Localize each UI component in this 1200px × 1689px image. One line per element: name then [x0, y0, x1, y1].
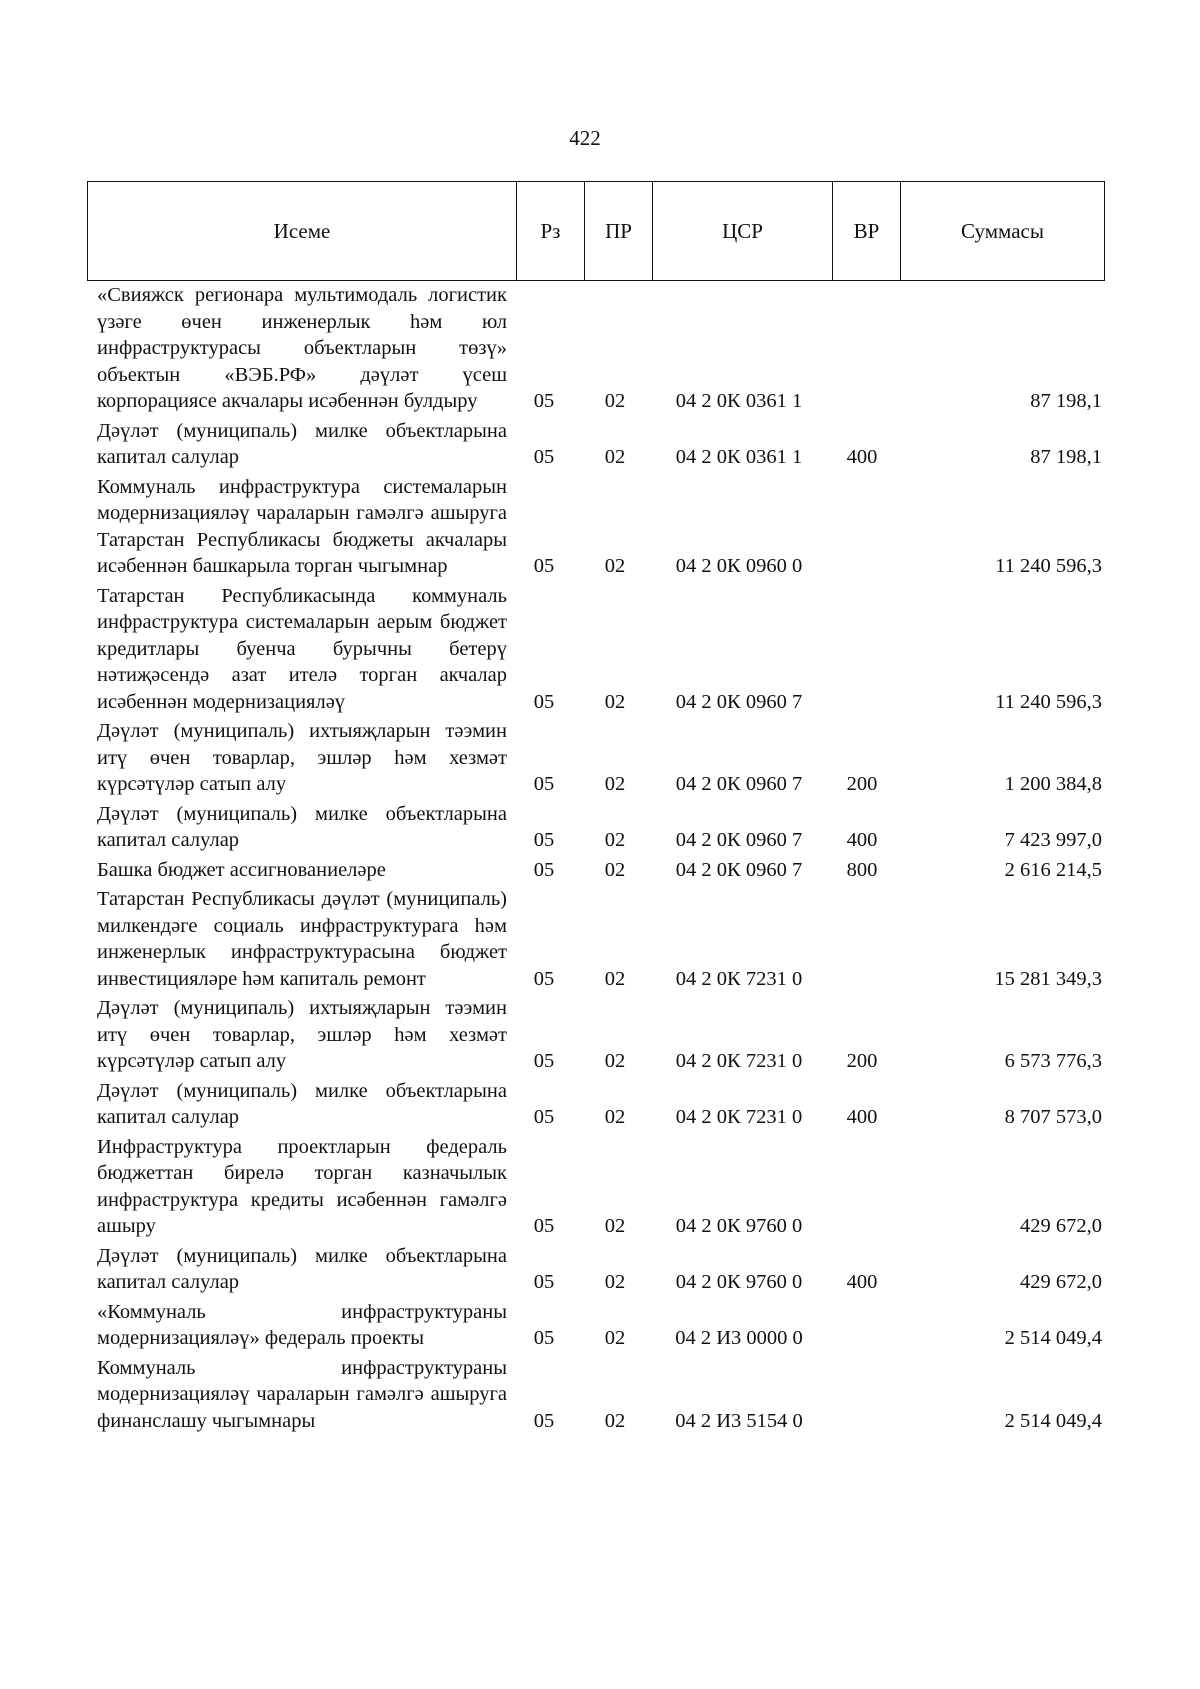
row-pr: 02 — [604, 1106, 626, 1128]
row-name: Татарстан Республикасы дәүләт (муниципаль) милкендәге социаль инфраструктурага һәм инженерлык инфраструктурасына бюджет инвестицияләре һәм капиталь ремонт — [97, 888, 507, 990]
row-rz: 05 — [533, 1409, 555, 1432]
row-rz: 05 — [533, 1215, 555, 1237]
row-vr: 200 — [846, 1050, 878, 1072]
row-rz: 05 — [533, 967, 555, 990]
table-row — [87, 1133, 1105, 1242]
table-row — [87, 1298, 1105, 1354]
row-name: Дәүләт (муниципаль) милке объектларына капитал салулар — [97, 1244, 507, 1293]
row-vr: 800 — [846, 858, 878, 881]
table-row — [87, 994, 1105, 1077]
row-pr: 02 — [604, 773, 626, 795]
row-vr: 400 — [846, 1271, 878, 1293]
header-csr: ЦСР — [653, 182, 833, 280]
header-sum: Суммасы — [961, 218, 1044, 243]
row-csr: 04 2 И3 0000 0 — [675, 1327, 803, 1349]
row-pr: 02 — [604, 1215, 626, 1237]
header-pr: ПР — [585, 182, 653, 280]
table-header — [87, 181, 1105, 281]
row-rz: 05 — [533, 1050, 555, 1072]
row-sum: 15 281 349,3 — [994, 967, 1102, 990]
row-name: Дәүләт (муниципаль) милке объектларына капитал салулар — [97, 419, 507, 468]
row-name: Инфраструктура проектларын федераль бюджеттан бирелә торган казначылык инфраструктура кредиты исәбеннән гамәлгә ашыру — [97, 1135, 507, 1237]
row-rz: 05 — [533, 1327, 555, 1349]
row-sum: 2 514 049,4 — [1004, 1327, 1102, 1349]
row-pr: 02 — [604, 1271, 626, 1293]
row-rz: 05 — [533, 858, 555, 881]
row-csr: 04 2 0К 7231 0 — [675, 1106, 803, 1128]
row-pr: 02 — [604, 446, 626, 468]
row-name: «Коммуналь инфраструктураны модернизацияләү» федераль проекты — [97, 1300, 507, 1349]
row-pr: 02 — [604, 690, 626, 713]
row-rz: 05 — [533, 1106, 555, 1128]
row-csr: 04 2 0К 0361 1 — [675, 446, 803, 468]
row-vr: 400 — [846, 1106, 878, 1128]
table-row — [87, 800, 1105, 856]
row-csr: 04 2 0К 7231 0 — [675, 967, 803, 990]
row-pr: 02 — [604, 555, 626, 577]
row-csr: 04 2 0К 0960 7 — [675, 858, 803, 881]
row-rz: 05 — [533, 390, 555, 412]
row-rz: 05 — [533, 446, 555, 468]
header-name: Исеме — [88, 182, 517, 280]
row-csr: 04 2 0К 0960 7 — [675, 690, 803, 713]
row-pr: 02 — [604, 390, 626, 412]
row-sum: 87 198,1 — [1030, 390, 1102, 412]
row-csr: 04 2 0К 9760 0 — [675, 1215, 803, 1237]
row-csr: 04 2 0К 9760 0 — [675, 1271, 803, 1293]
row-name: Коммуналь инфраструктураны модернизацияләү чараларын гамәлгә ашыруга финанслашу чыгымнары — [97, 1356, 507, 1432]
row-rz: 05 — [533, 555, 555, 577]
row-rz: 05 — [533, 773, 555, 795]
row-name: Дәүләт (муниципаль) милке объектларына капитал салулар — [97, 802, 507, 851]
row-pr: 02 — [604, 1050, 626, 1072]
row-vr: 400 — [846, 829, 878, 851]
row-name: «Свияжск регионара мультимодаль логистик үзәге өчен инженерлык һәм юл инфраструктурасы объектларын төзү» объектын «ВЭБ.РФ» дәүләт үсеш корпорациясе акчалары исәбеннән булдыру — [97, 284, 507, 412]
header-rz: Рз — [517, 182, 585, 280]
header-vr: ВР — [833, 182, 901, 280]
row-sum: 87 198,1 — [1030, 446, 1102, 468]
row-csr: 04 2 0К 0361 1 — [675, 390, 803, 412]
table-row — [87, 885, 1105, 994]
table-row — [87, 473, 1105, 582]
row-pr: 02 — [604, 858, 626, 881]
table-row — [87, 1077, 1105, 1133]
page-number: 422 — [569, 126, 601, 150]
row-vr: 200 — [846, 773, 878, 795]
budget-table-body — [87, 281, 1105, 1436]
table-row — [87, 281, 1105, 417]
row-csr: 04 2 0К 0960 7 — [675, 773, 803, 795]
row-sum: 2 616 214,5 — [1004, 858, 1102, 881]
table-row — [87, 417, 1105, 473]
table-row — [87, 717, 1105, 800]
row-sum: 7 423 997,0 — [1004, 829, 1102, 851]
table-row — [87, 1242, 1105, 1298]
row-sum: 2 514 049,4 — [1004, 1409, 1102, 1432]
row-csr: 04 2 И3 5154 0 — [675, 1409, 803, 1432]
row-name: Дәүләт (муниципаль) милке объектларына капитал салулар — [97, 1079, 507, 1128]
row-name: Дәүләт (муниципаль) ихтыяҗларын тәэмин итү өчен товарлар, эшләр һәм хезмәт күрсәтүләр сатып алу — [97, 720, 507, 795]
table-row — [87, 1354, 1105, 1437]
table-row — [87, 582, 1105, 718]
table-row — [87, 856, 1105, 886]
row-name: Башка бюджет ассигнованиеләре — [97, 858, 386, 881]
row-sum: 1 200 384,8 — [1004, 773, 1102, 795]
row-pr: 02 — [604, 967, 626, 990]
row-sum: 8 707 573,0 — [1004, 1106, 1102, 1128]
row-sum: 11 240 596,3 — [995, 555, 1102, 577]
row-name: Дәүләт (муниципаль) ихтыяҗларын тәэмин итү өчен товарлар, эшләр һәм хезмәт күрсәтүләр сатып алу — [97, 997, 507, 1072]
row-sum: 11 240 596,3 — [995, 690, 1102, 713]
row-rz: 05 — [533, 690, 555, 713]
row-name: Коммуналь инфраструктура системаларын модернизацияләү чараларын гамәлгә ашыруга Татарстан Республикасы бюджеты акчалары исәбеннән башкарыла торган чыгымнар — [97, 475, 507, 577]
row-csr: 04 2 0К 7231 0 — [675, 1050, 803, 1072]
row-vr: 400 — [846, 446, 878, 468]
row-pr: 02 — [604, 1409, 626, 1432]
row-rz: 05 — [533, 829, 555, 851]
row-pr: 02 — [604, 829, 626, 851]
row-sum: 6 573 776,3 — [1004, 1050, 1102, 1072]
row-sum: 429 672,0 — [1020, 1215, 1102, 1237]
row-name: Татарстан Республикасында коммуналь инфраструктура системаларын аерым бюджет кредитлары буенча бурычны бетерү нәтиҗәсендә азат ителә торган акчалар исәбеннән модернизацияләү — [97, 584, 507, 713]
row-sum: 429 672,0 — [1020, 1271, 1102, 1293]
row-rz: 05 — [533, 1271, 555, 1293]
row-csr: 04 2 0К 0960 7 — [675, 829, 803, 851]
row-pr: 02 — [604, 1327, 626, 1349]
row-csr: 04 2 0К 0960 0 — [675, 555, 803, 577]
